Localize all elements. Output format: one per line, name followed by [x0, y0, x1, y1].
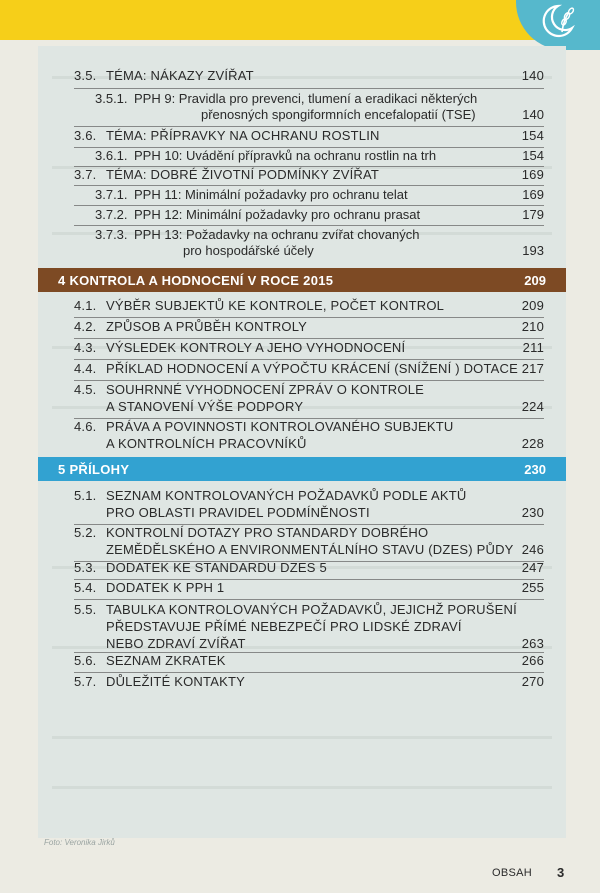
toc-title: PPH 11: Minimální požadavky pro ochranu telat [134, 187, 408, 202]
toc-number: 5.3. [74, 560, 97, 575]
toc-page: 217 [521, 361, 544, 376]
toc-number: 5.2. [74, 525, 97, 540]
toc-title-line2: PRO OBLASTI PRAVIDEL PODMÍNĚNOSTI [106, 505, 370, 520]
toc-title-line2: PŘEDSTAVUJE PŘÍMÉ NEBEZPEČÍ PRO LIDSKÉ ZDRAVÍ [106, 619, 462, 634]
toc-number: 3.7.3. [95, 227, 128, 242]
toc-row[interactable] [74, 420, 544, 454]
toc-number: 5.1. [74, 488, 97, 503]
toc-number: 4.3. [74, 340, 97, 355]
toc-title: DODATEK KE STANDARDU DZES 5 [106, 560, 327, 575]
toc-title: DODATEK K PPH 1 [106, 580, 225, 595]
toc-page: 140 [521, 68, 544, 83]
footer-section-label: OBSAH [492, 867, 533, 879]
toc-row[interactable] [95, 92, 544, 124]
toc-number: 4.6. [74, 419, 97, 434]
toc-rule [74, 126, 544, 127]
toc-row[interactable] [95, 228, 544, 260]
photo-credit: Foto: Veronika Jirků [44, 838, 115, 847]
toc-title-line2: A STANOVENÍ VÝŠE PODPORY [106, 399, 304, 414]
toc-rule [74, 185, 544, 186]
toc-number: 3.7. [74, 167, 97, 182]
toc-title: TÉMA: PŘÍPRAVKY NA OCHRANU ROSTLIN [106, 128, 380, 143]
toc-page: 246 [521, 542, 544, 557]
toc-number: 3.6. [74, 128, 97, 143]
toc-title: TÉMA: DOBRÉ ŽIVOTNÍ PODMÍNKY ZVÍŘAT [106, 167, 380, 182]
toc-number: 4.1. [74, 298, 97, 313]
section-header-5[interactable] [38, 457, 566, 481]
toc-title: DŮLEŽITÉ KONTAKTY [106, 674, 245, 689]
crescent-wheat-logo-icon [536, 2, 580, 40]
toc-title-line2: přenosných spongiformních encefalopatií (TSE) [201, 107, 476, 122]
section-title: 5 PŘÍLOHY [58, 462, 130, 477]
toc-number: 4.2. [74, 319, 97, 334]
show-through-line [52, 786, 552, 789]
toc-title: TABULKA KONTROLOVANÝCH POŽADAVKŮ, JEJICHŽ PORUŠENÍ [106, 602, 517, 617]
toc-number: 5.5. [74, 602, 97, 617]
toc-rule [74, 672, 544, 673]
toc-page: 211 [522, 340, 544, 355]
toc-title: KONTROLNÍ DOTAZY PRO STANDARDY DOBRÉHO [106, 525, 429, 540]
toc-page: 224 [521, 399, 544, 414]
section-title: 4 KONTROLA A HODNOCENÍ V ROCE 2015 [58, 273, 334, 288]
logo-badge [516, 0, 600, 50]
toc-page: 210 [521, 319, 544, 334]
toc-rule [74, 317, 544, 318]
toc-rule [74, 380, 544, 381]
toc-page: 140 [522, 107, 544, 122]
toc-rule [74, 359, 544, 360]
toc-title: PPH 9: Pravidla pro prevenci, tlumení a eradikaci některých [134, 91, 478, 106]
toc-number: 3.7.2. [95, 207, 128, 222]
toc-page: 169 [522, 187, 544, 202]
toc-page: 228 [521, 436, 544, 451]
toc-title: TÉMA: NÁKAZY ZVÍŘAT [106, 68, 254, 83]
section-header-4[interactable] [38, 268, 566, 292]
toc-page: 209 [521, 298, 544, 313]
toc-page: 247 [521, 560, 544, 575]
toc-title: VÝBĚR SUBJEKTŮ KE KONTROLE, POČET KONTROL [106, 298, 445, 313]
toc-title: PRÁVA A POVINNOSTI KONTROLOVANÉHO SUBJEKTU [106, 419, 454, 434]
section-page: 230 [524, 462, 546, 477]
toc-title: ZPŮSOB A PRŮBĚH KONTROLY [106, 319, 308, 334]
toc-title-line2: pro hospodářské účely [183, 243, 314, 258]
toc-page: 154 [521, 128, 544, 143]
toc-title: SEZNAM ZKRATEK [106, 653, 226, 668]
toc-page: 179 [522, 207, 544, 222]
toc-row[interactable] [74, 489, 544, 523]
top-color-bar [0, 0, 600, 40]
toc-number: 4.4. [74, 361, 97, 376]
toc-row[interactable] [74, 526, 544, 560]
toc-page: 255 [521, 580, 544, 595]
toc-page: 169 [521, 167, 544, 182]
toc-title: VÝSLEDEK KONTROLY A JEHO VYHODNOCENÍ [106, 340, 406, 355]
toc-title: PPH 13: Požadavky na ochranu zvířat chovaných [134, 227, 420, 242]
toc-title: SOUHRNNÉ VYHODNOCENÍ ZPRÁV O KONTROLE [106, 382, 424, 397]
toc-number: 3.5.1. [95, 91, 128, 106]
toc-page: 266 [521, 653, 544, 668]
toc-rule [74, 88, 544, 89]
toc-rule [74, 599, 544, 600]
toc-page: 230 [521, 505, 544, 520]
toc-number: 4.5. [74, 382, 97, 397]
toc-title: PPH 10: Uvádění přípravků na ochranu rostlin na trh [134, 148, 437, 163]
toc-title: PŘÍKLAD HODNOCENÍ A VÝPOČTU KRÁCENÍ (SNÍŽENÍ ) DOTACE [106, 361, 518, 376]
toc-number: 3.6.1. [95, 148, 128, 163]
page-number: 3 [557, 865, 565, 880]
toc-rule [74, 205, 544, 206]
toc-row[interactable] [74, 603, 544, 655]
toc-number: 5.7. [74, 674, 97, 689]
toc-page: 193 [522, 243, 544, 258]
toc-number: 3.7.1. [95, 187, 128, 202]
toc-number: 5.6. [74, 653, 97, 668]
toc-row[interactable] [74, 383, 544, 417]
toc-title-line3: NEBO ZDRAVÍ ZVÍŘAT [106, 636, 246, 651]
toc-rule [74, 225, 544, 226]
toc-page: 263 [521, 636, 544, 651]
toc-number: 3.5. [74, 68, 97, 83]
toc-page: 154 [522, 148, 544, 163]
show-through-line [52, 736, 552, 739]
toc-rule [74, 338, 544, 339]
toc-title: PPH 12: Minimální požadavky pro ochranu prasat [134, 207, 421, 222]
toc-title-line2: ZEMĚDĚLSKÉHO A ENVIRONMENTÁLNÍHO STAVU (DZES) PŮDY [106, 542, 514, 557]
section-page: 209 [524, 273, 546, 288]
toc-number: 5.4. [74, 580, 97, 595]
toc-title-line2: A KONTROLNÍCH PRACOVNÍKŮ [106, 436, 307, 451]
toc-page: 270 [521, 674, 544, 689]
toc-title: SEZNAM KONTROLOVANÝCH POŽADAVKŮ PODLE AKTŮ [106, 488, 467, 503]
